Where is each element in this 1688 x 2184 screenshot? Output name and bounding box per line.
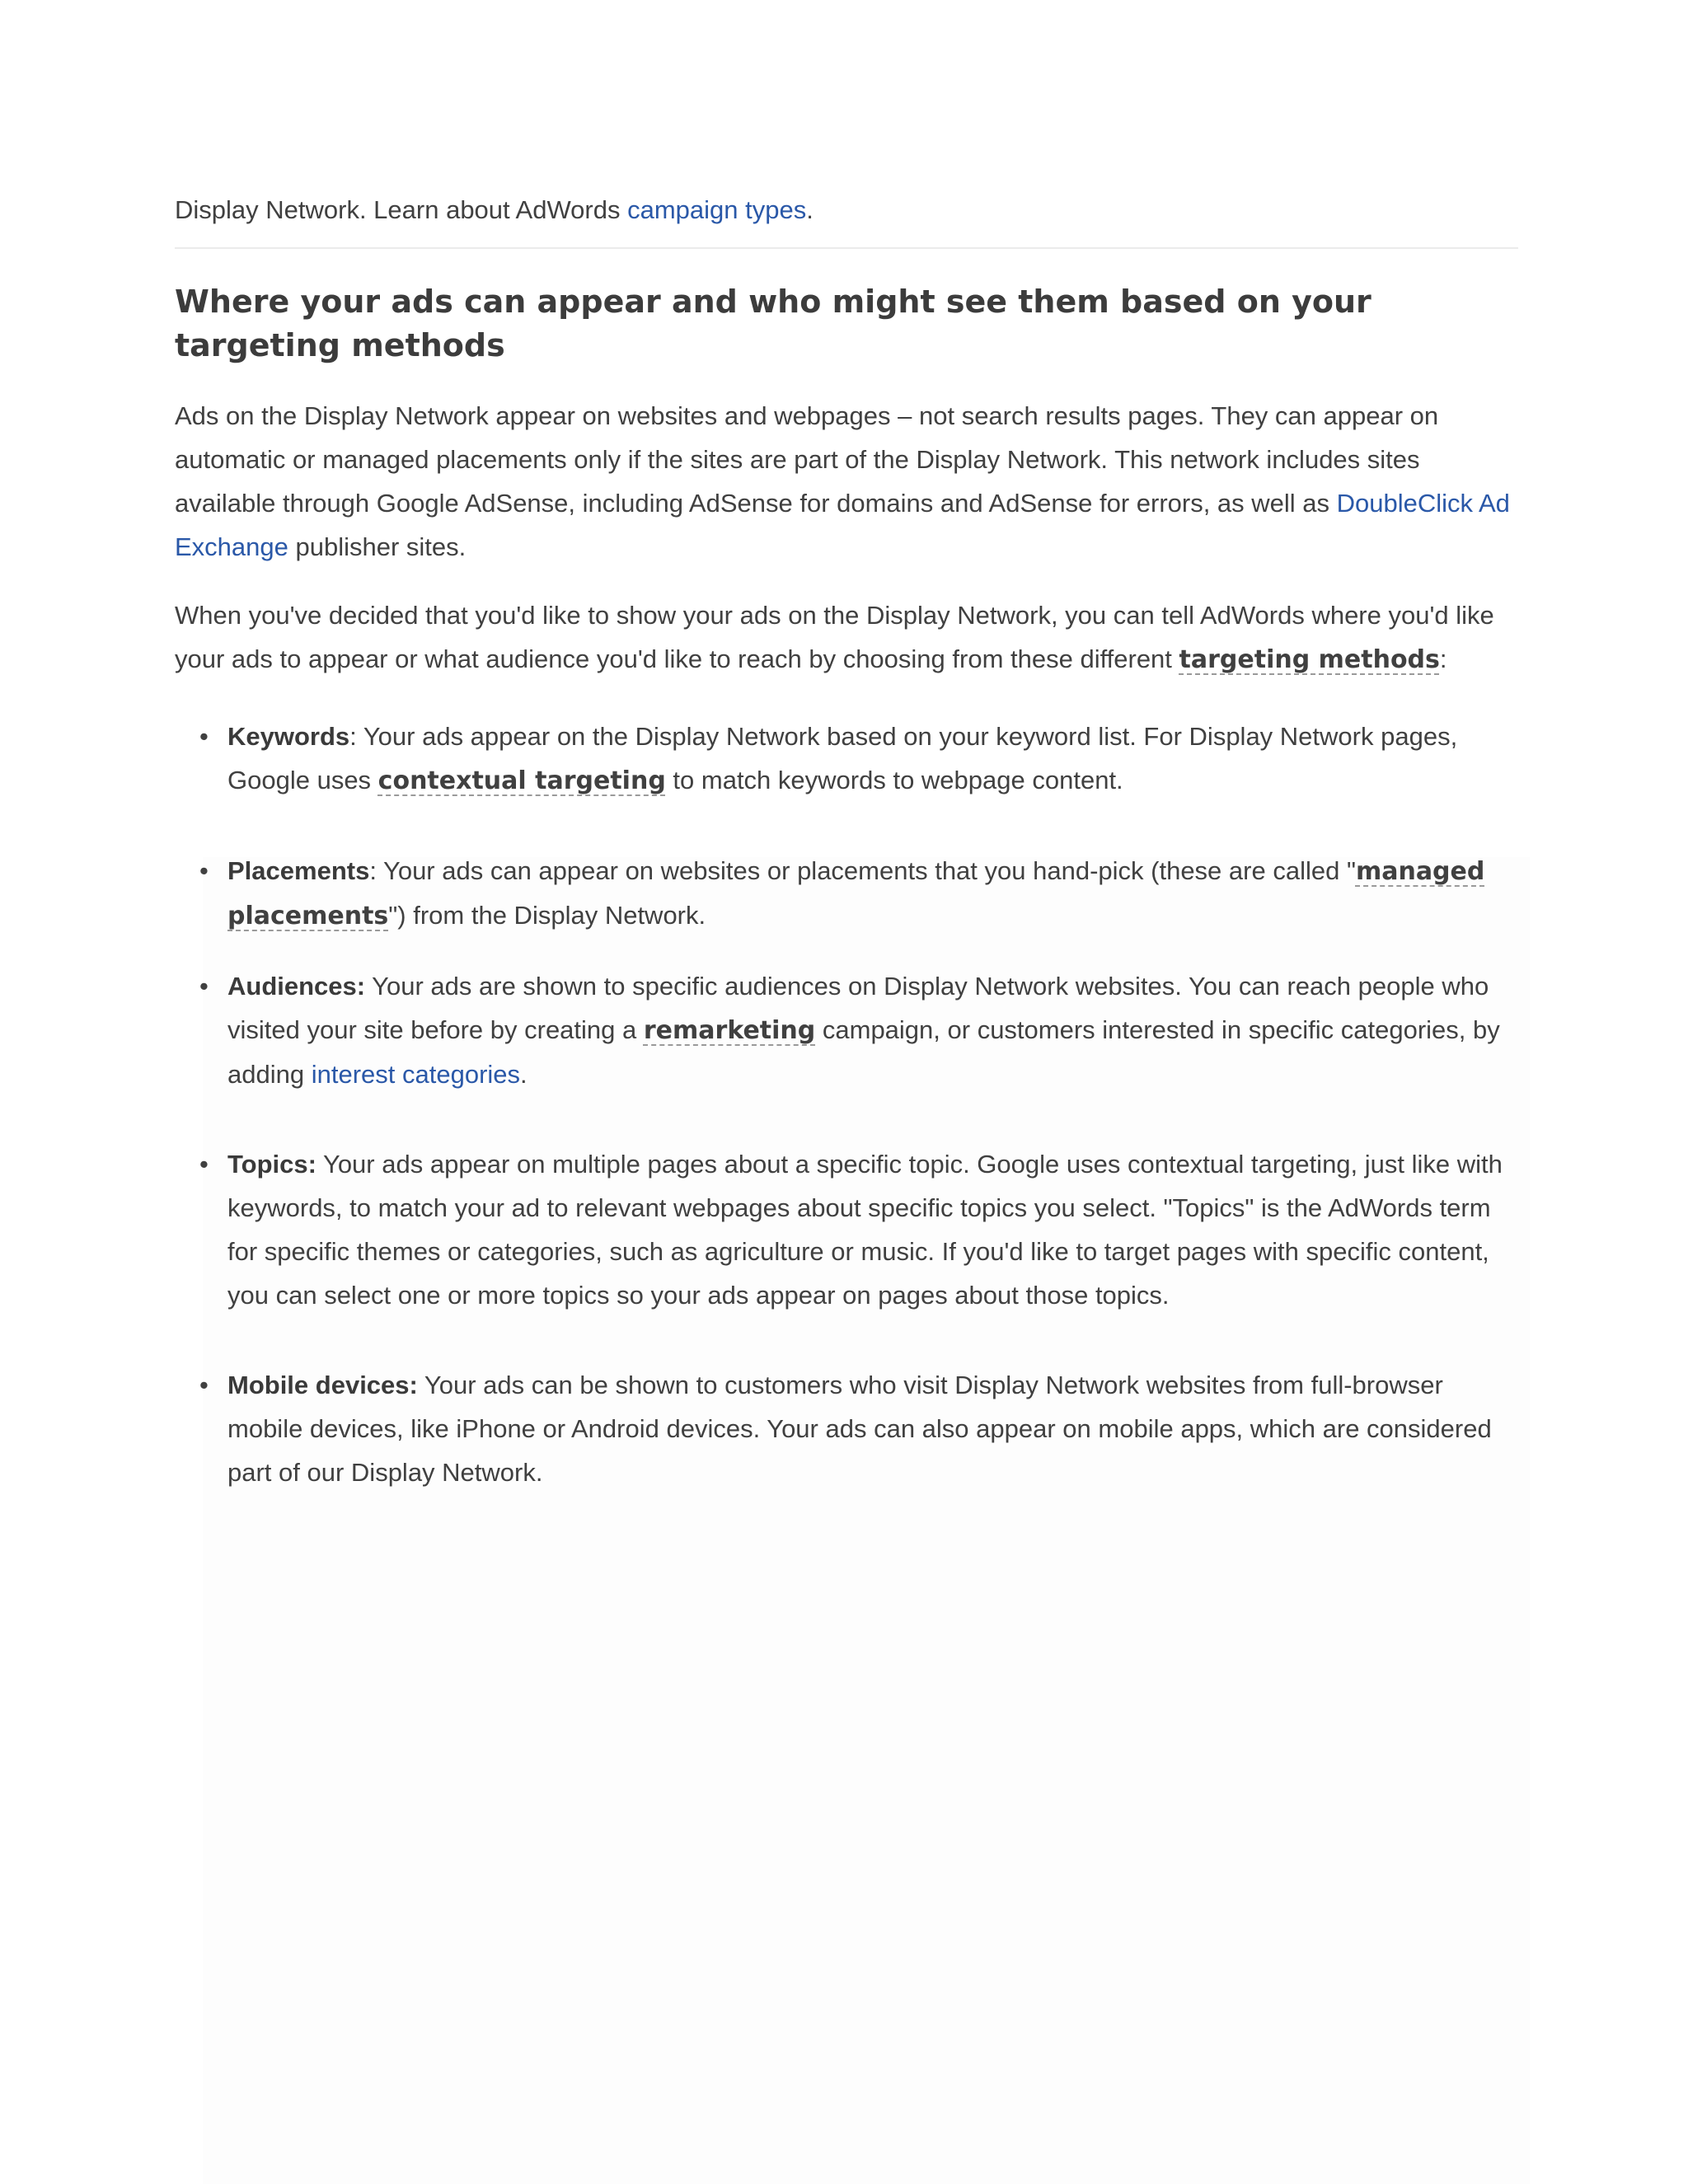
bullet-icon: • [199, 722, 209, 751]
display-network-paragraph [175, 394, 1518, 569]
audiences-mid: campaign, or customers interested in specific categories, by adding [227, 1015, 1500, 1089]
para2-end: : [1439, 644, 1447, 673]
targeting-intro-paragraph [175, 593, 1518, 682]
audiences-end: . [520, 1060, 528, 1089]
bullet-icon: • [199, 1371, 209, 1399]
audiences-label: Audiences: [227, 972, 366, 1001]
list-item-audiences [199, 964, 1518, 1096]
list-item-topics [199, 1142, 1518, 1317]
mobile-devices-label: Mobile devices: [227, 1371, 418, 1399]
intro-end: . [806, 195, 814, 224]
intro-line [175, 191, 1518, 249]
list-item-placements [199, 849, 1518, 938]
topics-label: Topics: [227, 1150, 316, 1179]
keywords-label: Keywords [227, 722, 350, 751]
bullet-icon: • [199, 1150, 209, 1179]
intro-text: Display Network. Learn about AdWords [175, 195, 628, 224]
placements-label: Placements [227, 856, 370, 885]
section-heading: Where your ads can appear and who might see them based on your targeting methods [175, 284, 1372, 363]
targeting-methods-term[interactable]: targeting methods [1179, 645, 1440, 674]
article [175, 191, 1518, 1494]
list-item-mobile-devices [199, 1363, 1518, 1494]
bullet-icon: • [199, 972, 209, 1001]
remarketing-term[interactable]: remarketing [643, 1016, 816, 1045]
audiences-text: Your ads are shown to specific audiences on Display Network websites. You can reach people who visited your site before by creating a [227, 972, 1489, 1044]
bullet-icon: • [199, 856, 209, 885]
para1-end: publisher sites. [288, 532, 467, 561]
campaign-types-link[interactable]: campaign types [627, 195, 807, 224]
topics-text: Your ads appear on multiple pages about a specific topic. Google uses contextual targeting, just like with keywords, to match your ad to relevant webpages about specific topics you select. "Topics" is the AdWords term for specific themes or categories, such as agriculture or music. If you'd like to target pages with specific content, you can select one or more topics so your ads appear on pages about those topics. [227, 1150, 1503, 1310]
doubleclick-ad-exchange-link[interactable]: DoubleClick Ad Exchange [175, 489, 1510, 561]
managed-placements-term[interactable]: managed placements [227, 857, 1485, 930]
keywords-text: : Your ads appear on the Display Network based on your keyword list. For Display Network pages, Google uses [227, 722, 1458, 794]
mobile-devices-text: Your ads can be shown to customers who visit Display Network websites from full-browser mobile devices, like iPhone or Android devices. Your ads can also appear on mobile apps, which are considered part of our Display Network. [227, 1371, 1492, 1487]
keywords-end: to match keywords to webpage content. [665, 766, 1123, 794]
placements-end: ") from the Display Network. [388, 901, 706, 930]
para1-text: Ads on the Display Network appear on websites and webpages – not search results pages. They can appear on automatic or managed placements only if the sites are part of the Display Network. This network includes sites available through Google AdSense, including AdSense for domains and AdSense for errors, as well as [175, 401, 1439, 518]
list-item-keywords [199, 715, 1518, 803]
para2-text: When you've decided that you'd like to show your ads on the Display Network, you can tell AdWords where you'd like your ads to appear or what audience you'd like to reach by choosing from these different [175, 601, 1494, 673]
contextual-targeting-term[interactable]: contextual targeting [377, 766, 666, 795]
placements-text: : Your ads can appear on websites or placements that you hand-pick (these are called " [369, 856, 1356, 885]
interest-categories-link[interactable]: interest categories [311, 1060, 521, 1089]
targeting-methods-list [175, 715, 1518, 1494]
